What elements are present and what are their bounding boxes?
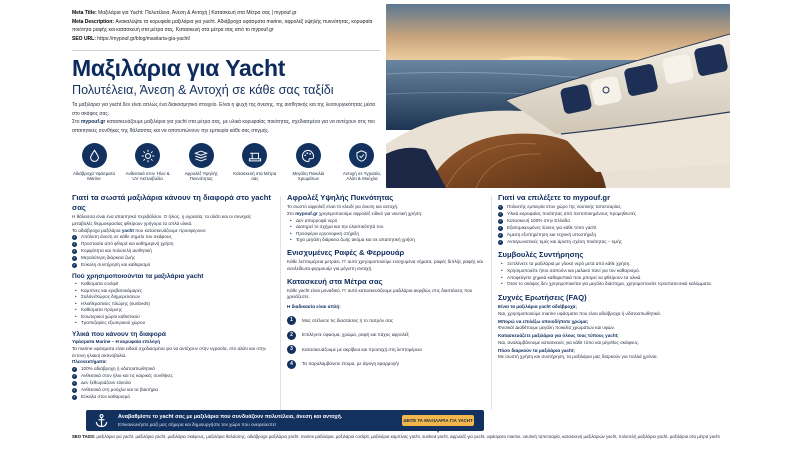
section-heading: Ενισχυμένες Ραφές & Φερμουάρ	[287, 247, 405, 257]
advantages-list	[72, 366, 272, 401]
list-item: • Δεν απορροφά νερό	[287, 218, 487, 225]
lead-rest: χρησιμοποιούμε αφρολέξ ειδικό για ναυτική χρήση:	[317, 210, 423, 216]
faq-question: Πόσο διαρκούν τα μαξιλάρια yacht;	[498, 347, 575, 353]
section-text: Τα marine υφάσματα είναι ειδικά σχεδιασμένα για να αντέχουν στην υγρασία, στο αλάτι και στην έντονη ηλιακή ακτινοβολία.	[72, 345, 266, 358]
list-item-text: Κομψότητα και πολυτελή αισθητική	[81, 248, 152, 254]
column-divider	[280, 196, 281, 410]
list-item-text: Μεγαλύτερη διάρκεια ζωής	[81, 255, 136, 261]
section-text: Το σωστό αφρολέξ είναι το κλειδί για άνεση και αντοχή.	[287, 204, 399, 209]
list-item	[498, 204, 730, 211]
care-list	[498, 261, 730, 287]
check-icon: ✓	[73, 387, 76, 392]
faq-answer: Ναι, χρησιμοποιούμε marine υφάσματα που είναι αδιάβροχα ή υδατοαπωθητικά.	[498, 310, 662, 316]
section-text	[287, 211, 487, 218]
step-item	[287, 360, 487, 369]
list-item: • Τραπεζαρίες εξωτερικού χώρου	[72, 320, 272, 327]
section-heading: Γιατί να επιλέξετε το mypouf.gr	[498, 193, 611, 202]
check-icon: ✓	[499, 218, 502, 223]
list-item: • Όταν το σκάφος δεν χρησιμοποιείται για μεγάλο διάστημα, χρησιμοποιείτε προστατευτικά καλύμματα.	[498, 281, 730, 288]
intro-rest: κατασκευάζουμε μαξιλάρια για yacht στα μέτρα σας, με υλικά κορυφαίας ποιότητας, σχεδιασμένα για να αντέχουν στις πιο απαιτητικές συνθήκες της θάλασσας και να αποτυπώνουν την εμπειρία κάθε σας στιγμής.	[72, 119, 375, 134]
feature-item	[286, 143, 330, 182]
faq-answer: Ναι, αναλαμβάνουμε κατασκευές για κάθε τύπο και μέγεθος σκάφους.	[498, 339, 640, 345]
brand-name: mypouf.gr	[80, 119, 106, 126]
feature-item	[233, 143, 277, 182]
step-number: 3	[287, 345, 296, 354]
benefits-list	[72, 234, 272, 269]
list-item: • Χρησιμοποιείτε ήπιο σαπούνι και μαλακό πανί για τον καθαρισμό.	[498, 268, 730, 275]
foam-layers-icon	[189, 143, 214, 168]
section-text: Η θάλασσα είναι ένα απαιτητικό περιβάλλον. Ο ήλιος, η υγρασία, το αλάτι και οι συνεχείς μεταβολές θερμοκρασίας φθείρουν γρήγορα τα απλά υλικά.	[72, 214, 252, 226]
steps-list	[287, 316, 487, 369]
check-icon: ✓	[73, 256, 76, 261]
list-item: • Καθίσματα πρύμνης	[72, 307, 272, 314]
list-item	[72, 380, 272, 387]
list-item-text: Πολυετής εμπειρία στον χώρο της ναυτικής ταπετσαρίας	[507, 204, 621, 209]
subheading: Υφάσματα Marine – Η κορυφαία επιλογή	[72, 339, 160, 345]
choose-list	[498, 204, 730, 245]
advantages-label: Πλεονεκτήματα:	[72, 359, 107, 365]
list-item: • Έχει μεγάλη διάρκεια ζωής ακόμα και σε απαιτητική χρήση	[287, 237, 487, 244]
column-materials	[287, 193, 487, 374]
intro-prefix: Στο	[72, 119, 81, 126]
check-icon: ✓	[73, 263, 76, 268]
lead-prefix: Τα αδιάβροχα μαξιλάρια	[72, 227, 122, 233]
shield-icon	[349, 143, 374, 168]
seo-tags-label: SEO TAGS:	[72, 434, 96, 439]
meta-title-label: Meta Title:	[72, 10, 97, 16]
list-item-text: Ανθεκτικά στον ήλιο και τις καιρικές συνθήκες	[81, 373, 173, 379]
list-item-text: Δεν ξεθωριάζουν εύκολα	[81, 380, 131, 386]
list-item: • Σαλόνι/Χώρος διημερεύσεων	[72, 294, 272, 301]
list-item: • Προσφέρει εργονομική στήριξη	[287, 231, 487, 238]
step-number: 1	[287, 316, 296, 325]
step-text: Μας στέλνετε τις διαστάσεις ή το πατρόν σας	[302, 317, 394, 323]
section-heading: Αφρολέξ Υψηλής Πυκνότητας	[287, 193, 394, 202]
list-item-text: Ανθεκτικά στη μούχλα και τα βακτήρια	[81, 386, 159, 392]
feature-label: Κατασκευή στα Μέτρα σας	[233, 171, 277, 182]
feature-item	[72, 143, 116, 182]
banner-subline: Επικοινωνήστε μαζί μας σήμερα και δημιουργήστε τον χώρο που ονειρεύεστε!	[118, 422, 277, 427]
list-item-text: Υλικά κορυφαίας ποιότητας από πιστοποιημένους προμηθευτές	[507, 210, 637, 216]
list-item: • Διατηρεί το σχήμα και την ελαστικότητά του	[287, 224, 487, 231]
faq-answer: Φυσικά! Διαθέτουμε μεγάλη ποικιλία χρωμάτων και υφών.	[498, 325, 616, 331]
step-item	[287, 345, 487, 354]
list-item: • Ηλιοθεραπείες πλώρης (sunbeds)	[72, 301, 272, 308]
check-icon: ✓	[73, 235, 76, 240]
check-icon: ✓	[499, 232, 502, 237]
feature-label: Αφρολέξ Υψηλής Πυκνότητας	[184, 171, 218, 182]
page-subtitle: Πολυτέλεια, Άνεση & Αντοχή σε κάθε σας ταξίδι	[72, 83, 334, 97]
faq-question: Κατασκευάζετε μαξιλάρια για όλους τους τύπους yacht;	[498, 333, 619, 339]
features-row	[72, 143, 384, 182]
water-drop-icon	[82, 143, 107, 168]
list-item-text: Κατασκευή 100% στην Ελλάδα	[507, 217, 570, 223]
list-item	[72, 387, 272, 394]
list-item	[72, 394, 272, 401]
meta-block	[72, 9, 380, 43]
faq-question: Μπορώ να επιλέξω οποιοδήποτε χρώμα;	[498, 318, 589, 324]
check-icon: ✓	[499, 239, 502, 244]
list-item-text: Εύκολα στον καθαρισμό	[81, 393, 130, 399]
list-item	[498, 225, 730, 232]
feature-item	[340, 143, 384, 182]
intro-paragraph: Τα μαξιλάρια για yacht δεν είναι απλώς ένα διακοσμητικό στοιχείο. Είναι η ψυχή της άνεσης, της αισθητικής και της λειτουργικότητας μέσα στο σκάφος σας.	[72, 102, 376, 117]
section-heading: Συχνές Ερωτήσεις (FAQ)	[498, 292, 587, 302]
list-item	[498, 232, 730, 239]
foam-list	[287, 218, 487, 244]
faq-question: Είναι τα μαξιλάρια yacht αδιάβροχα;	[498, 304, 577, 310]
sewing-machine-icon	[242, 143, 267, 168]
check-icon: ✓	[499, 225, 502, 230]
intro-text	[72, 101, 382, 135]
column-why	[72, 193, 272, 401]
seo-url-label: SEO URL:	[72, 35, 96, 42]
list-item-text: Άμεση εξυπηρέτηση και τεχνική υποστήριξη	[507, 231, 596, 237]
meta-title-value: Μαξιλάρια για Yacht: Πολυτέλεια, Άνεση & Αντοχή | Κατασκευή στα Μέτρα σας | mypouf.gr	[98, 10, 297, 16]
process-label: Η διαδικασία είναι απλή:	[287, 304, 341, 310]
feature-label: Αδιάβροχα Υφάσματα Marine	[72, 171, 115, 182]
step-number: 4	[287, 360, 296, 369]
feature-label: Ανθεκτικά στον Ήλιο & UV Ακτινοβολία	[125, 171, 170, 182]
list-item: • Καθίσματα cockpit	[72, 281, 272, 288]
section-text: Κάθε λεπτομέρεια μετράει. Γι' αυτό χρησιμοποιούμε ενισχυμένα νήματα, ραφές διπλής ραφής και ανοξείδωτα φερμουάρ για μέγιστη αντοχή.	[287, 258, 483, 271]
lead-brand: yacht	[121, 227, 134, 233]
view-cushions-button[interactable]: ΔΕΙΤΕ ΤΑ ΜΑΞΙΛΑΡΙΑ ΓΙΑ YACHT »	[402, 415, 474, 426]
page-title: Μαξιλάρια για Yacht	[72, 55, 286, 81]
section-heading: Γιατί τα σωστά μαξιλάρια κάνουν τη διαφορά στο yacht σας	[72, 193, 271, 212]
faq-answer: Με σωστή χρήση και συντήρηση, τα μαξιλάρια μας διαρκούν για πολλά χρόνια.	[498, 354, 658, 360]
banner-headline: Αναβαθμίστε το yacht σας με μαξιλάρια που συνδυάζουν πολυτέλεια, άνεση και αντοχή.	[118, 414, 343, 420]
step-item	[287, 331, 487, 340]
sun-icon	[135, 143, 160, 168]
check-icon: ✓	[73, 249, 76, 254]
list-item	[498, 211, 730, 218]
check-icon: ✓	[499, 205, 502, 209]
list-item-text: 100% αδιάβροχη ή υδατοαπωθητικά	[81, 366, 155, 372]
check-icon: ✓	[73, 374, 76, 379]
list-item-text: Απόλυτη άνεση σε κάθε σημείο του σκάφους	[81, 234, 172, 240]
list-item: • Εσωτερικοί χώροι καθιστικού	[72, 314, 272, 321]
check-icon: ✓	[73, 242, 76, 247]
cta-banner	[86, 410, 484, 434]
lead-brand: mypouf.gr	[295, 210, 318, 216]
list-item	[498, 239, 730, 246]
feature-item	[179, 143, 223, 182]
anchor-icon	[94, 413, 109, 433]
divider	[72, 50, 380, 51]
list-item	[72, 262, 272, 269]
list-item: • Αποφεύγετε χημικά καθαριστικά που μπορεί να φθείρουν τα υλικά.	[498, 275, 730, 282]
section-heading: Πού χρησιμοποιούνται τα μαξιλάρια yacht	[72, 272, 204, 280]
step-text: Επιλέγετε ύφασμα, χρώμα, ραφή και πάχος αφρολέξ	[302, 332, 409, 338]
check-icon: ✓	[499, 211, 502, 216]
step-number: 2	[287, 331, 296, 340]
seo-tags	[72, 434, 732, 440]
meta-description-value: Ανακαλύψτε τα κορυφαία μαξιλάρια για yacht. Αδιάβροχα υφάσματα marine, αφρολέξ υψηλής πυκνότητας, κορυφαία ποιότητα ραφής και κατασκευή στα μέτρα σας. Κατασκευή στα μέτρα σας από το mypouf.gr	[72, 18, 373, 33]
list-item	[498, 218, 730, 225]
section-heading: Κατασκευή στα Μέτρα σας	[287, 276, 383, 286]
step-item	[287, 316, 487, 325]
section-heading: Υλικά που κάνουν τη διαφορά	[72, 331, 166, 339]
check-icon: ✓	[73, 367, 76, 372]
list-item-text: Εύκολη συντήρηση και καθαρισμό	[81, 262, 151, 268]
lead-rest: που κατασκευάζουμε προσφέρουν:	[133, 227, 207, 233]
hero-image	[386, 4, 730, 188]
list-item: • Καμπίνες και κρεβατοκάμαρες	[72, 288, 272, 295]
feature-item	[126, 143, 170, 182]
meta-description-label: Meta Description:	[72, 18, 114, 25]
where-list	[72, 281, 272, 327]
check-icon: ✓	[73, 394, 76, 399]
list-item: • Ξεπλένετε τα μαξιλάρια με γλυκό νερό μετά από κάθε χρήση.	[498, 261, 730, 268]
seo-url-value: https://mypouf.gr/blog/maxilaria-gia-yacht/	[97, 35, 191, 42]
column-choose	[498, 193, 730, 361]
list-item-text: Προστασία από φθορά και καθημερινή χρήση	[81, 241, 174, 247]
step-text: Κατασκευάζουμε με ακρίβεια και προσοχή στη λεπτομέρεια	[302, 346, 422, 352]
lead-prefix: Στο	[287, 210, 296, 216]
column-divider	[491, 196, 492, 410]
section-heading: Συμβουλές Συντήρησης	[498, 250, 584, 260]
list-item-text: Εξατομικευμένες λύσεις για κάθε τύπο yacht	[507, 224, 597, 230]
feature-label: Μεγάλη Ποικιλία Χρωμάτων	[292, 171, 325, 182]
intro-paragraph-2	[72, 118, 382, 135]
step-text: Τα παραλαμβάνετε έτοιμα, με άψογη εφαρμογή!	[302, 361, 400, 367]
list-item-text: Ανταγωνιστικές τιμές και άριστη σχέση ποιότητας – τιμής	[507, 238, 622, 244]
seo-tags-value: μαξιλάρια για yacht, μαξιλάρια yacht, μαξιλάρια σκάφους, μαξιλάρια θαλάσσης, αδιάβροχα μαξιλάρια yacht, marine μαξιλάρια, μαξιλάρια cockpit, μαξιλάρια καμπίνας yacht, sunbed yacht, αφρολέξ για yacht, υφάσματα marine, ναυτική ταπετσαρία, κατασκευή μαξιλαριών yacht, πολυτελή μαξιλάρια yacht, μαξιλάρια στα μέτρα yacht	[96, 434, 720, 439]
feature-label: Αντοχή σε Υγρασία, Αλάτι & Μούχλα	[342, 171, 382, 182]
list-item	[72, 255, 272, 262]
palette-icon	[296, 143, 321, 168]
check-icon: ✓	[73, 381, 76, 386]
section-text: Κάθε yacht είναι μοναδικό. Γι' αυτό κατασκευάζουμε μαξιλάρια ακριβώς στις διαστάσεις που χρειάζεστε.	[287, 287, 473, 300]
